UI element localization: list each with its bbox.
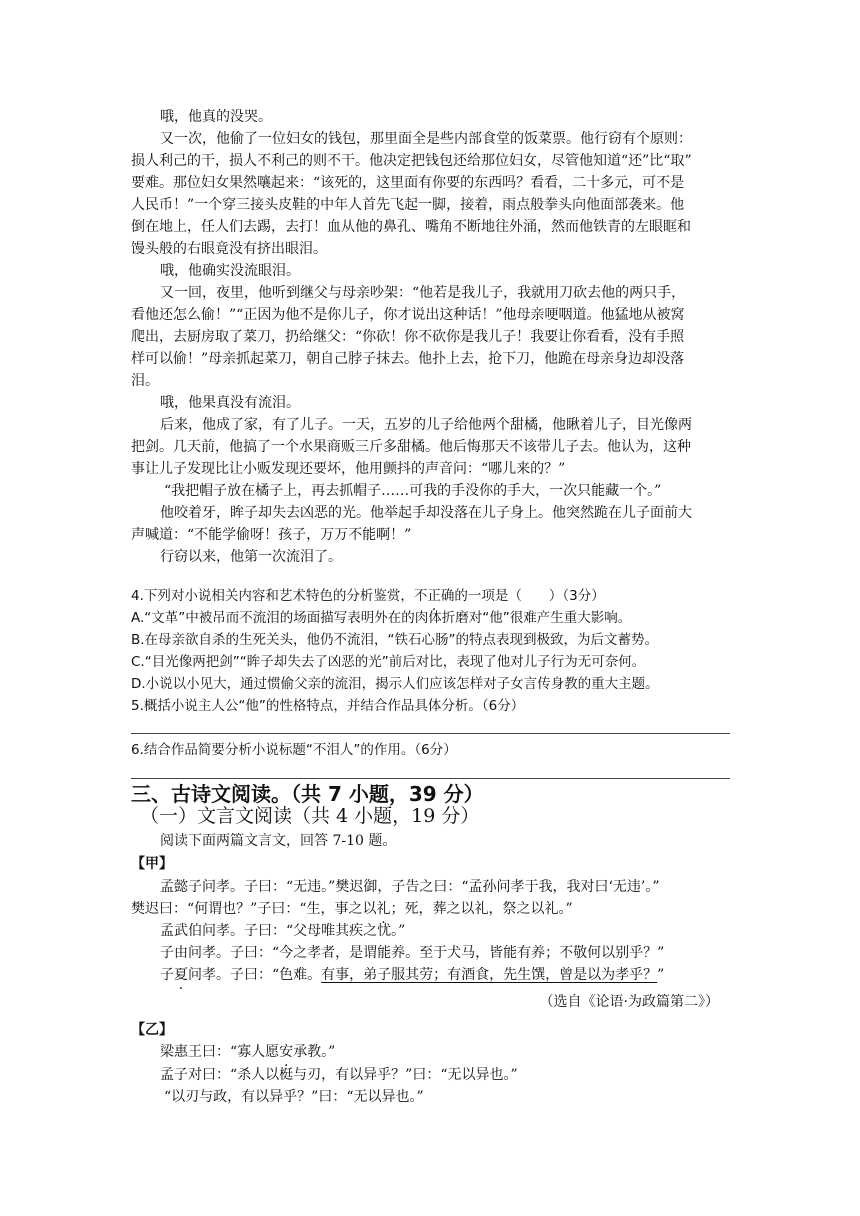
question-4-option-b: B.在母亲欲自杀的生死关头，他仍不流泪，“铁石心肠”的特点表现到极致，为后文蓄势。 <box>131 632 659 648</box>
question-4-stem-start: 4.下列对小说相关内容和艺术特色的分析鉴赏， <box>131 588 414 604</box>
question-4-option-d: D.小说以小见大，通过惯偷父亲的流泪，揭示人们应该怎样对子女言传身教的重大主题。 <box>131 676 659 692</box>
passage-label-jia: 【甲】 <box>131 856 173 872</box>
story-paragraph-line: 看他还怎么偷！”“正因为他不是你儿子，你才说出这种话！”他母亲哽咽道。他猛地从被窝 <box>131 307 685 323</box>
question-4-emphasis: 不正确 <box>413 588 455 604</box>
question-4-stem <box>131 585 731 607</box>
answer-line <box>131 733 730 734</box>
passage-text: ；死，葬之以礼，祭之以礼。” <box>390 901 573 917</box>
story-paragraph-line: 又一回，夜里，他听到继父与母亲吵架：“他若是我儿子，我就用刀砍去他的两只手， <box>160 285 686 301</box>
story-paragraph-line: 泪。 <box>131 373 159 389</box>
story-paragraph-line: 馒头般的右眼竟没有挤出眼泪。 <box>131 241 327 257</box>
passage-text: 樊迟曰：“何谓也？”子曰：“生，事之以 <box>131 901 377 917</box>
subsection-heading: （一）文言文阅读（共 4 小题，19 分） <box>140 805 480 827</box>
question-6: 6.结合作品简要分析小说标题“不泪人”的作用。（6分） <box>131 742 457 758</box>
story-paragraph-line: 样可以偷！”母亲抓起菜刀，朝自己脖子抹去。他扑上去，抢下刀，他跪在母亲身边却没落 <box>131 351 685 367</box>
story-paragraph-line: 人民币！”一个穿三接头皮鞋的中年人首先飞起一脚，接着，雨点般拳头向他面部袭来。他 <box>131 197 685 213</box>
reading-instruction: 阅读下面两篇文言文，回答 7-10 题。 <box>160 833 397 849</box>
emphasized-word: 礼 <box>376 901 391 917</box>
underlined-sentence: 有事，弟子服其劳；有酒食，先生馔，曾是以为孝乎？ <box>321 967 658 983</box>
passage-text: 问孝。子曰：“色难。 <box>188 967 322 983</box>
story-paragraph-line: 行窃以来，他第一次流泪了。 <box>160 549 342 565</box>
story-paragraph-line: 要难。那位妇女果然嚷起来：“该死的，这里面有你要的东西吗？看看，二十多元，可不是 <box>131 175 685 191</box>
passage-line: “以刃与政，有以异乎？”曰：“无以异也。” <box>164 1089 424 1105</box>
question-4-stem-end: 的一项是（ ）（3分） <box>454 588 605 604</box>
question-5: 5.概括小说主人公“他”的性格特点，并结合作品具体分析。（6分） <box>131 698 525 714</box>
passage-text: 子 <box>160 967 174 983</box>
question-4-option-a: A.“文革”中被吊而不流泪的场面描写表明外在的肉体折磨对“他”很难产生重大影响。 <box>131 610 632 626</box>
passage-source: （选自《论语·为政篇第二》） <box>539 994 719 1010</box>
story-paragraph-line: 事让儿子发现比让小贩发现还要坏，他用颤抖的声音问：“哪儿来的？” <box>131 461 566 477</box>
story-paragraph-line: 哦，他果真没有流泪。 <box>160 395 300 411</box>
passage-line <box>160 964 731 986</box>
passage-text: 梁惠王曰：“寡人愿 <box>160 1044 280 1060</box>
passage-line: 孟子对曰：“杀人以梃与刃，有以异乎？”曰：“无以异也。” <box>160 1067 518 1083</box>
passage-line: 孟懿子问孝。子曰：“无违。”樊迟御，子告之曰：“孟孙问孝于我，我对曰‘无违’。” <box>160 879 660 895</box>
passage-line: 孟武伯问孝。子曰：“父母唯其疾之忧。” <box>160 923 406 939</box>
story-paragraph-line: “我把帽子放在橘子上，再去抓帽子……可我的手没你的手大，一次只能藏一个。” <box>164 483 662 499</box>
passage-line <box>160 1041 731 1063</box>
passage-line: 子由问孝。子曰：“今之孝者，是谓能养。至于犬马，皆能有养；不敬何以别乎？” <box>160 945 665 961</box>
story-paragraph-line: 哦，他确实没流眼泪。 <box>160 263 300 279</box>
story-paragraph-line: 倒在地上，任人们去踢，去打！血从他的鼻孔、嘴角不断地往外涌，然而他铁青的左眼眶和 <box>131 219 691 235</box>
story-paragraph-line: 他咬着牙，眸子却失去凶恶的光。他举起手却没落在儿子身上。他突然跪在儿子面前大 <box>160 505 692 521</box>
story-paragraph-line: 声喊道：“不能学偷呀！孩子，万万不能啊！” <box>131 527 412 543</box>
question-4-option-c: C.“目光像两把剑”“眸子却失去了凶恶的光”前后对比，表现了他对儿子行为无可奈何。 <box>131 654 646 670</box>
answer-line <box>131 778 730 779</box>
passage-text: ” <box>657 967 665 983</box>
passage-line <box>131 898 731 920</box>
passage-label-yi: 【乙】 <box>131 1022 173 1038</box>
emphasized-word: 夏 <box>174 967 188 983</box>
story-paragraph-line: 后来，他成了家，有了儿子。一天，五岁的儿子给他两个甜橘，他瞅着儿子，目光像两 <box>160 417 692 433</box>
story-paragraph-line: 爬出，去厨房取了菜刀，扔给继父：“你砍！你不砍你是我儿子！我要让你看看，没有手照 <box>131 329 685 345</box>
passage-text: 承教。” <box>293 1044 336 1060</box>
story-paragraph-line: 损人利己的干，损人不利己的则不干。他决定把钱包还给那位妇女，尽管他知道“还”比“取” <box>131 153 692 169</box>
section-heading: 三、古诗文阅读。（共 7 小题，39 分） <box>131 782 484 806</box>
emphasized-word: 安 <box>279 1044 294 1060</box>
story-paragraph-line: 哦，他真的没哭。 <box>160 109 272 125</box>
story-paragraph-line: 又一次，他偷了一位妇女的钱包，那里面全是些内部食堂的饭菜票。他行窃有个原则： <box>160 131 692 147</box>
story-paragraph-line: 把剑。几天前，他搞了一个水果商贩三斤多甜橘。他后悔那天不该带儿子去。他认为，这种 <box>131 439 691 455</box>
